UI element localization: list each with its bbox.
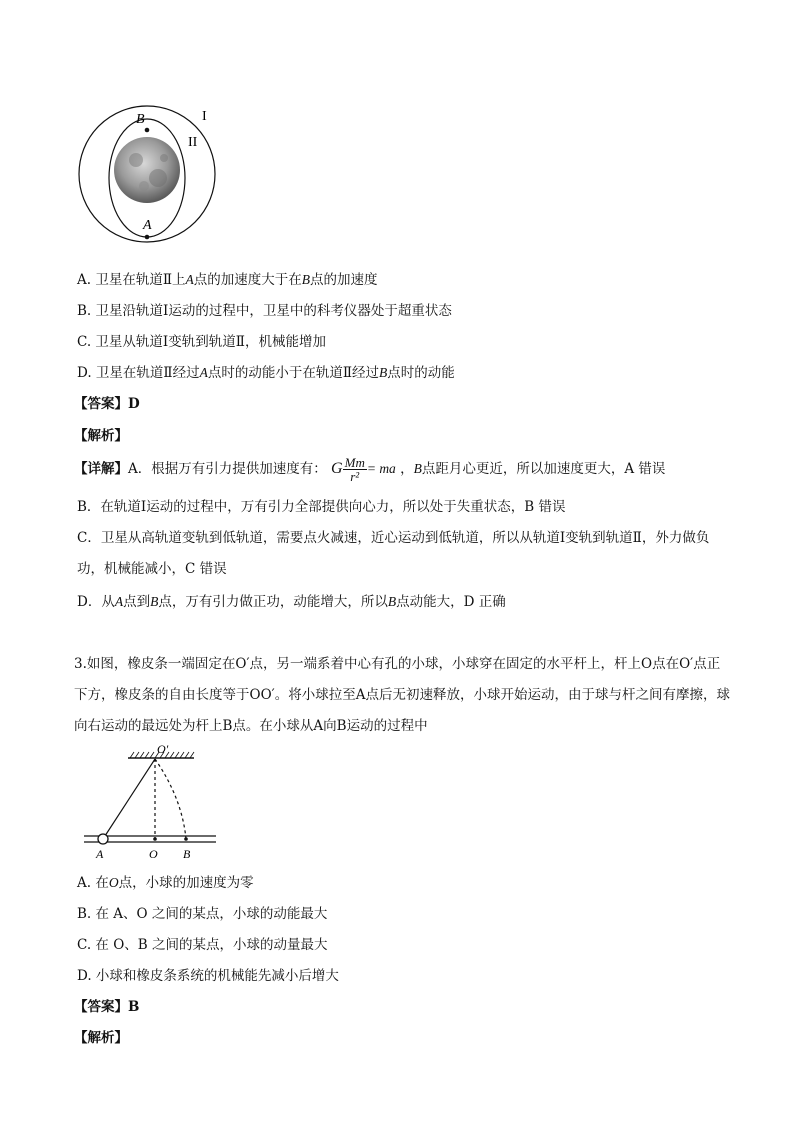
label-A: A [96, 847, 104, 861]
q3-stem: 3.如图，橡皮条一端固定在O′点，另一端系着中心有孔的小球，小球穿在固定的水平杆上，杆上O点在O′点正下方，橡皮条的自由长度等于OO′。将小球拉至A点后无初速释放，小球开始运动，由于球与杆之间有摩擦，球向右运动的最远处为杆上B点。在小球从A向B运动的过程中 [74, 656, 730, 734]
q2-detail-b: B．在轨道Ⅰ运动的过程中，万有引力全部提供向心力，所以处于失重状态，B 错误 [77, 499, 566, 515]
q3-option-b: B. 在 A、O 之间的某点，小球的动能最大 [77, 906, 328, 922]
q2-option-b: B. 卫星沿轨道Ⅰ运动的过程中，卫星中的科考仪器处于超重状态 [77, 303, 452, 319]
ball-icon [98, 834, 108, 844]
q3-option-d: D. 小球和橡皮条系统的机械能先减小后增大 [77, 968, 339, 984]
orbit-figure [74, 98, 224, 246]
point-A-dot [145, 235, 150, 240]
label-O-prime: O′ [157, 742, 169, 756]
q2-answer: 【答案】D [74, 396, 140, 412]
formula-fraction: $\frac{Mm}{\text{r²}}$ [344, 455, 365, 484]
formula-G: G [331, 460, 343, 477]
label-O: O [149, 847, 158, 861]
moon-icon [114, 137, 180, 203]
label-orbit-II: II [188, 135, 198, 150]
q2-detail-c: C．卫星从高轨道变轨到低轨道，需要点火减速，近心运动到低轨道，所以从轨道Ⅰ变轨到轨道Ⅱ，外力做负功，机械能减小，C 错误 [77, 530, 710, 577]
rubber-band-figure [82, 742, 222, 864]
q2-option-d: D. 卫星在轨道Ⅱ经过A点时的动能小于在轨道Ⅱ经过B点时的动能 [77, 365, 455, 381]
q2-detail-d: D．从A点到B点，万有引力做正功，动能增大，所以B点动能大，D 正确 [77, 594, 506, 610]
rubber-band-line [103, 759, 155, 839]
q3-option-a: A. 在O点，小球的加速度为零 [77, 875, 254, 891]
q2-option-a: A. 卫星在轨道Ⅱ上A点的加速度大于在B点的加速度 [77, 272, 378, 288]
label-B: B [183, 847, 191, 861]
q2-detail-a: 【详解】A．根据万有引力提供加速度有： G $\frac{Mm}{\text{r²}}$ = ma ，B点距月心更近，所以加速度更大，A 错误 [74, 455, 666, 484]
q3-analysis-label: 【解析】 [74, 1030, 128, 1046]
point-B-dot [145, 128, 150, 133]
label-B: B [136, 112, 145, 127]
label-orbit-I: I [202, 109, 207, 124]
q3-answer: 【答案】B [74, 999, 140, 1015]
label-A: A [143, 218, 152, 233]
q2-option-c: C. 卫星从轨道Ⅰ变轨到轨道Ⅱ，机械能增加 [77, 334, 326, 350]
q3-option-c: C. 在 O、B 之间的某点，小球的动量最大 [77, 937, 328, 953]
q2-analysis-label: 【解析】 [74, 428, 128, 444]
